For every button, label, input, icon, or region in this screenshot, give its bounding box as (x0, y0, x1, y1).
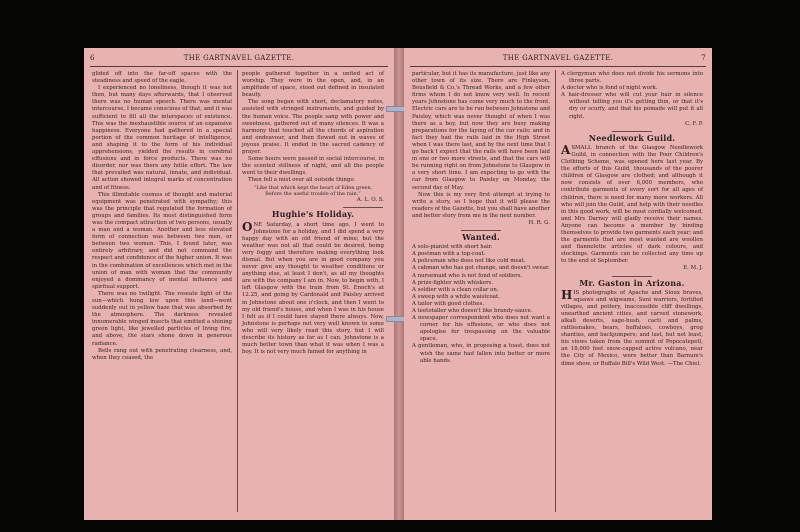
wanted-item: A clergyman who does not divide his sermons into three parts. (561, 71, 703, 85)
divider (343, 207, 383, 208)
guild-heading: Needlework Guild. (588, 132, 676, 143)
wanted-item: A prize-fighter with whiskers. (412, 279, 494, 286)
wanted-item: A gentleman, who, in proposing a toast, does not wish the same had fallen into better or more able hands. (412, 343, 550, 364)
left-page-header (90, 54, 388, 67)
right-page (404, 48, 712, 520)
gaston-paragraph: IS photographs of Apache and Sioux braves, squaws and wigwams, Suni warriors, fortified villages, and pottery, inaccessible cliff dwellings, unearthed ancient cities, and carved stonework, alkali deserts, sage-bush, cacti and palms, rattlesnakes, bears, buffaloes, cowboys, grog shanties, and backjumpers; and last, but not least, his views taken from the summit of Popocatepetl, an 18,000 feet snow-capped active volcano, near the City of Mexico, were better than Barnum's dime show, or Buffalo Bill's Wild West. (561, 289, 703, 367)
paragraph: This illimitable cosmos of thought and material equipment was penetrated with sympathy; this was the principle that regulated the formation of groups and families. Its most distinguished form was the compact attraction of two persons, usually a man and a woman. Another and less elevated form of connection was between two men, or between two women. This, I found later, was entirely arbitrary, and did not command the respect and confidence of the higher union. It was in the combination of excellences which met in the union of man with woman that the community enjoyed a dominancy of mental influence and spiritual support. (92, 191, 232, 290)
book-gutter (394, 48, 404, 520)
column-rule (237, 70, 238, 512)
quote-line: Before the useful trouble of the rain.” (265, 190, 361, 197)
wanted-item: A sweep with a white waistcoat. (412, 293, 500, 300)
wanted-item: A newspaper correspondent who does not want a corner for his effusions, or who does not apologise for trespassing on the valuable space. (412, 315, 550, 343)
quote-line: “Like that which kept the heart of Eden green, (253, 184, 373, 191)
signature: —The Chiel. (667, 360, 701, 367)
paragraph: The song began with short, declamatory notes, assisted with stringed instruments, and guided by the human voice. The people sang with power and sweetness, gathered out of many silences. It was a harmony that touched all the chords of aspiration and endeavour, and then flowed out in waves of joyous praise. It ended in the sacred cadency of prayer. (242, 99, 384, 156)
paragraph: I experienced no loneliness, though it was not then, but many days afterwards, that I observed there was no human speech. There was mental intercourse, I became conscious of that, and it was sufficient to fill all the interspaces of existence. This was the inexhaustible source of an expansive happiness. Everyone had gathered in a special portion of the common heritage of intelligence, and shaping it to the form of his individual apprehensions, yielded the results in cerebral effusions and in force products. There was no disorder, nor was there any futile effort. The law that prevailed was natural, innate, and individual. All action showed integral marks of concentration and of fitness. (92, 85, 232, 191)
story-text (242, 219, 384, 357)
wanted-list (412, 244, 550, 365)
paragraph: people gathered together in a united act of worship. They were in the open, and, in an amplitude of space, stood out defined in insulated beauty. (242, 71, 384, 99)
paragraph: There was no twilight. The roseate light of the sun—which hung low upon this land—went suddenly out in yellow haze that was absorbed by the atmosphere. The darkness revealed innumerable winged insects that emitted a shining green light, like jewelled particles of living fire, and above, the stars shone down in generous radiance. (92, 290, 232, 347)
wanted-item: A solo-pianist with short hair. (412, 244, 493, 251)
wanted-item: A nursemaid who is not fond of soldiers. (412, 272, 523, 279)
signature: A. L. O. S. (356, 197, 384, 204)
paragraph: Some hours were passed in social intercourse, in the scented stillness of night, and all the people went to their dwellings. (242, 156, 384, 177)
gazette-title-left: THE GARTNAVEL GAZETTE. (183, 54, 295, 62)
drop-cap: O (242, 219, 253, 234)
drop-cap: H (561, 287, 573, 302)
column-rule (555, 70, 556, 512)
paragraph: Bells rang out with penetrating clearness, and, when they ceased, the (92, 347, 232, 361)
wanted-item: A doctor who is fond of night work. (561, 85, 658, 92)
right-page-number: 7 (701, 54, 706, 62)
divider (612, 276, 652, 277)
right-page-header (410, 54, 706, 67)
signature: E. M. J. (683, 265, 703, 272)
wanted-item: A hair-dresser who will cut your hair in silence without telling you it's getting thin, or that it's dry or scurfy, and that his pomade will put it all right. (561, 92, 703, 120)
story-heading: Hughie's Holiday. (271, 209, 355, 220)
gaston-text (561, 287, 703, 368)
divider (612, 131, 652, 132)
drop-cap: A (561, 142, 571, 157)
wanted-item: A soldier with a clean collar on. (412, 286, 499, 293)
paragraph: Then fell a mist over all outside things: (248, 177, 355, 184)
wanted-list-continued (561, 71, 703, 121)
story-first-paragraph: NE Saturday, a short time ago, I went to Johnstone for a holiday, and I did spend a very happy day with an old friend of mine; but the weather was not all that could be desired, being very foggy and therefore making everything look dismal. But when you are in good company you never give any thought to weather conditions or anything else, at least I don't, as all my thoughts are with the company I am in. Now, to begin with, I left Glasgow with the train from St. Enoch's at 12.25, and going by Cardonald and Paisley arrived in Johnstone about one o'clock, and then I went to my old friend's house, and when I was in his house I felt as if I could have stayed there always. Now, Johnstone is perhaps not very well known to some who will very likely read this story, but I will describe its history as far as I can. Johnstone is a much better town than what it was when I was a boy. It is not very much famed for anything in (242, 221, 384, 356)
wanted-item: A teetotaller who doesn't like brandy-sauce. (412, 308, 533, 314)
paragraph: Now this is my very first attempt at trying to write a story, so I hope that it will please the readers of the Gazette, but you shall have another and better story from me in the next number. (412, 191, 550, 219)
signature: C. F. P. (685, 120, 703, 127)
left-page (84, 48, 394, 520)
paragraph: particular, but it has its manufacture, just like any other town of its size. There are Finlayson, Bousfield & Co.'s Thread Works, and a few other firms whom I do not know very well. In recent years Johnstone has come very much to the front. Electric cars are to be run between Johnstone and Paisley, which was never thought of when I was there as a boy, but now they are busy making preparations for the laying of the car rails; and in fact they had the rails laid in the High Street when I was there last, and by the next time that I go back I expect that the rails will have been laid in one or two more streets, and that the cars will be running right on from Johnstone to Glasgow in a very short time. I am expecting to go with the car from Glasgow to Paisley on Monday, the second day of May. (412, 71, 550, 191)
guild-paragraph: SMALL branch of the Glasgow Needlework Guild, in connection with the Poor Children's Clothing Scheme, was opened here last year. By the efforts of this Guild, thousands of the poorer children of Glasgow are clothed; and although it now consists of over 6,000 members, who contribute garments of every sort for all ages of children, there is need for many more workers. All who will join the Guild, and help with their needles in this good work, will be most cordially welcomed, and Mrs Darney will gladly receive their names. Anyone can become a member by binding themselves to provide two garments each year; and the garments that are most wanted are woollen and flannelette articles of dark colours, and stockings. Garments can be collected any time up to the end of September. (561, 144, 703, 265)
guild-text (561, 142, 703, 266)
signature: H. R. G. (528, 219, 550, 226)
column-1 (92, 71, 232, 362)
paragraph: glided off into the far-off spaces with the steadiness and speed of the eagle. (92, 71, 232, 85)
left-page-number: 6 (90, 54, 95, 62)
gaston-heading: Mr. Gaston in Arizona. (579, 277, 685, 288)
wanted-item: A cabman who has got change, and doesn't swear. (412, 265, 550, 272)
wanted-item: A policeman who does not like cold meat. (412, 258, 526, 265)
column-4 (561, 71, 703, 368)
column-2 (242, 71, 384, 356)
wanted-item: A tailor with good clothes. (412, 300, 485, 307)
wanted-heading: Wanted. (462, 232, 500, 243)
column-3 (412, 71, 550, 365)
gazette-title-right: THE GARTNAVEL GAZETTE. (502, 54, 614, 62)
wanted-item: A postman with a top-coat. (412, 251, 486, 258)
divider (461, 230, 501, 231)
